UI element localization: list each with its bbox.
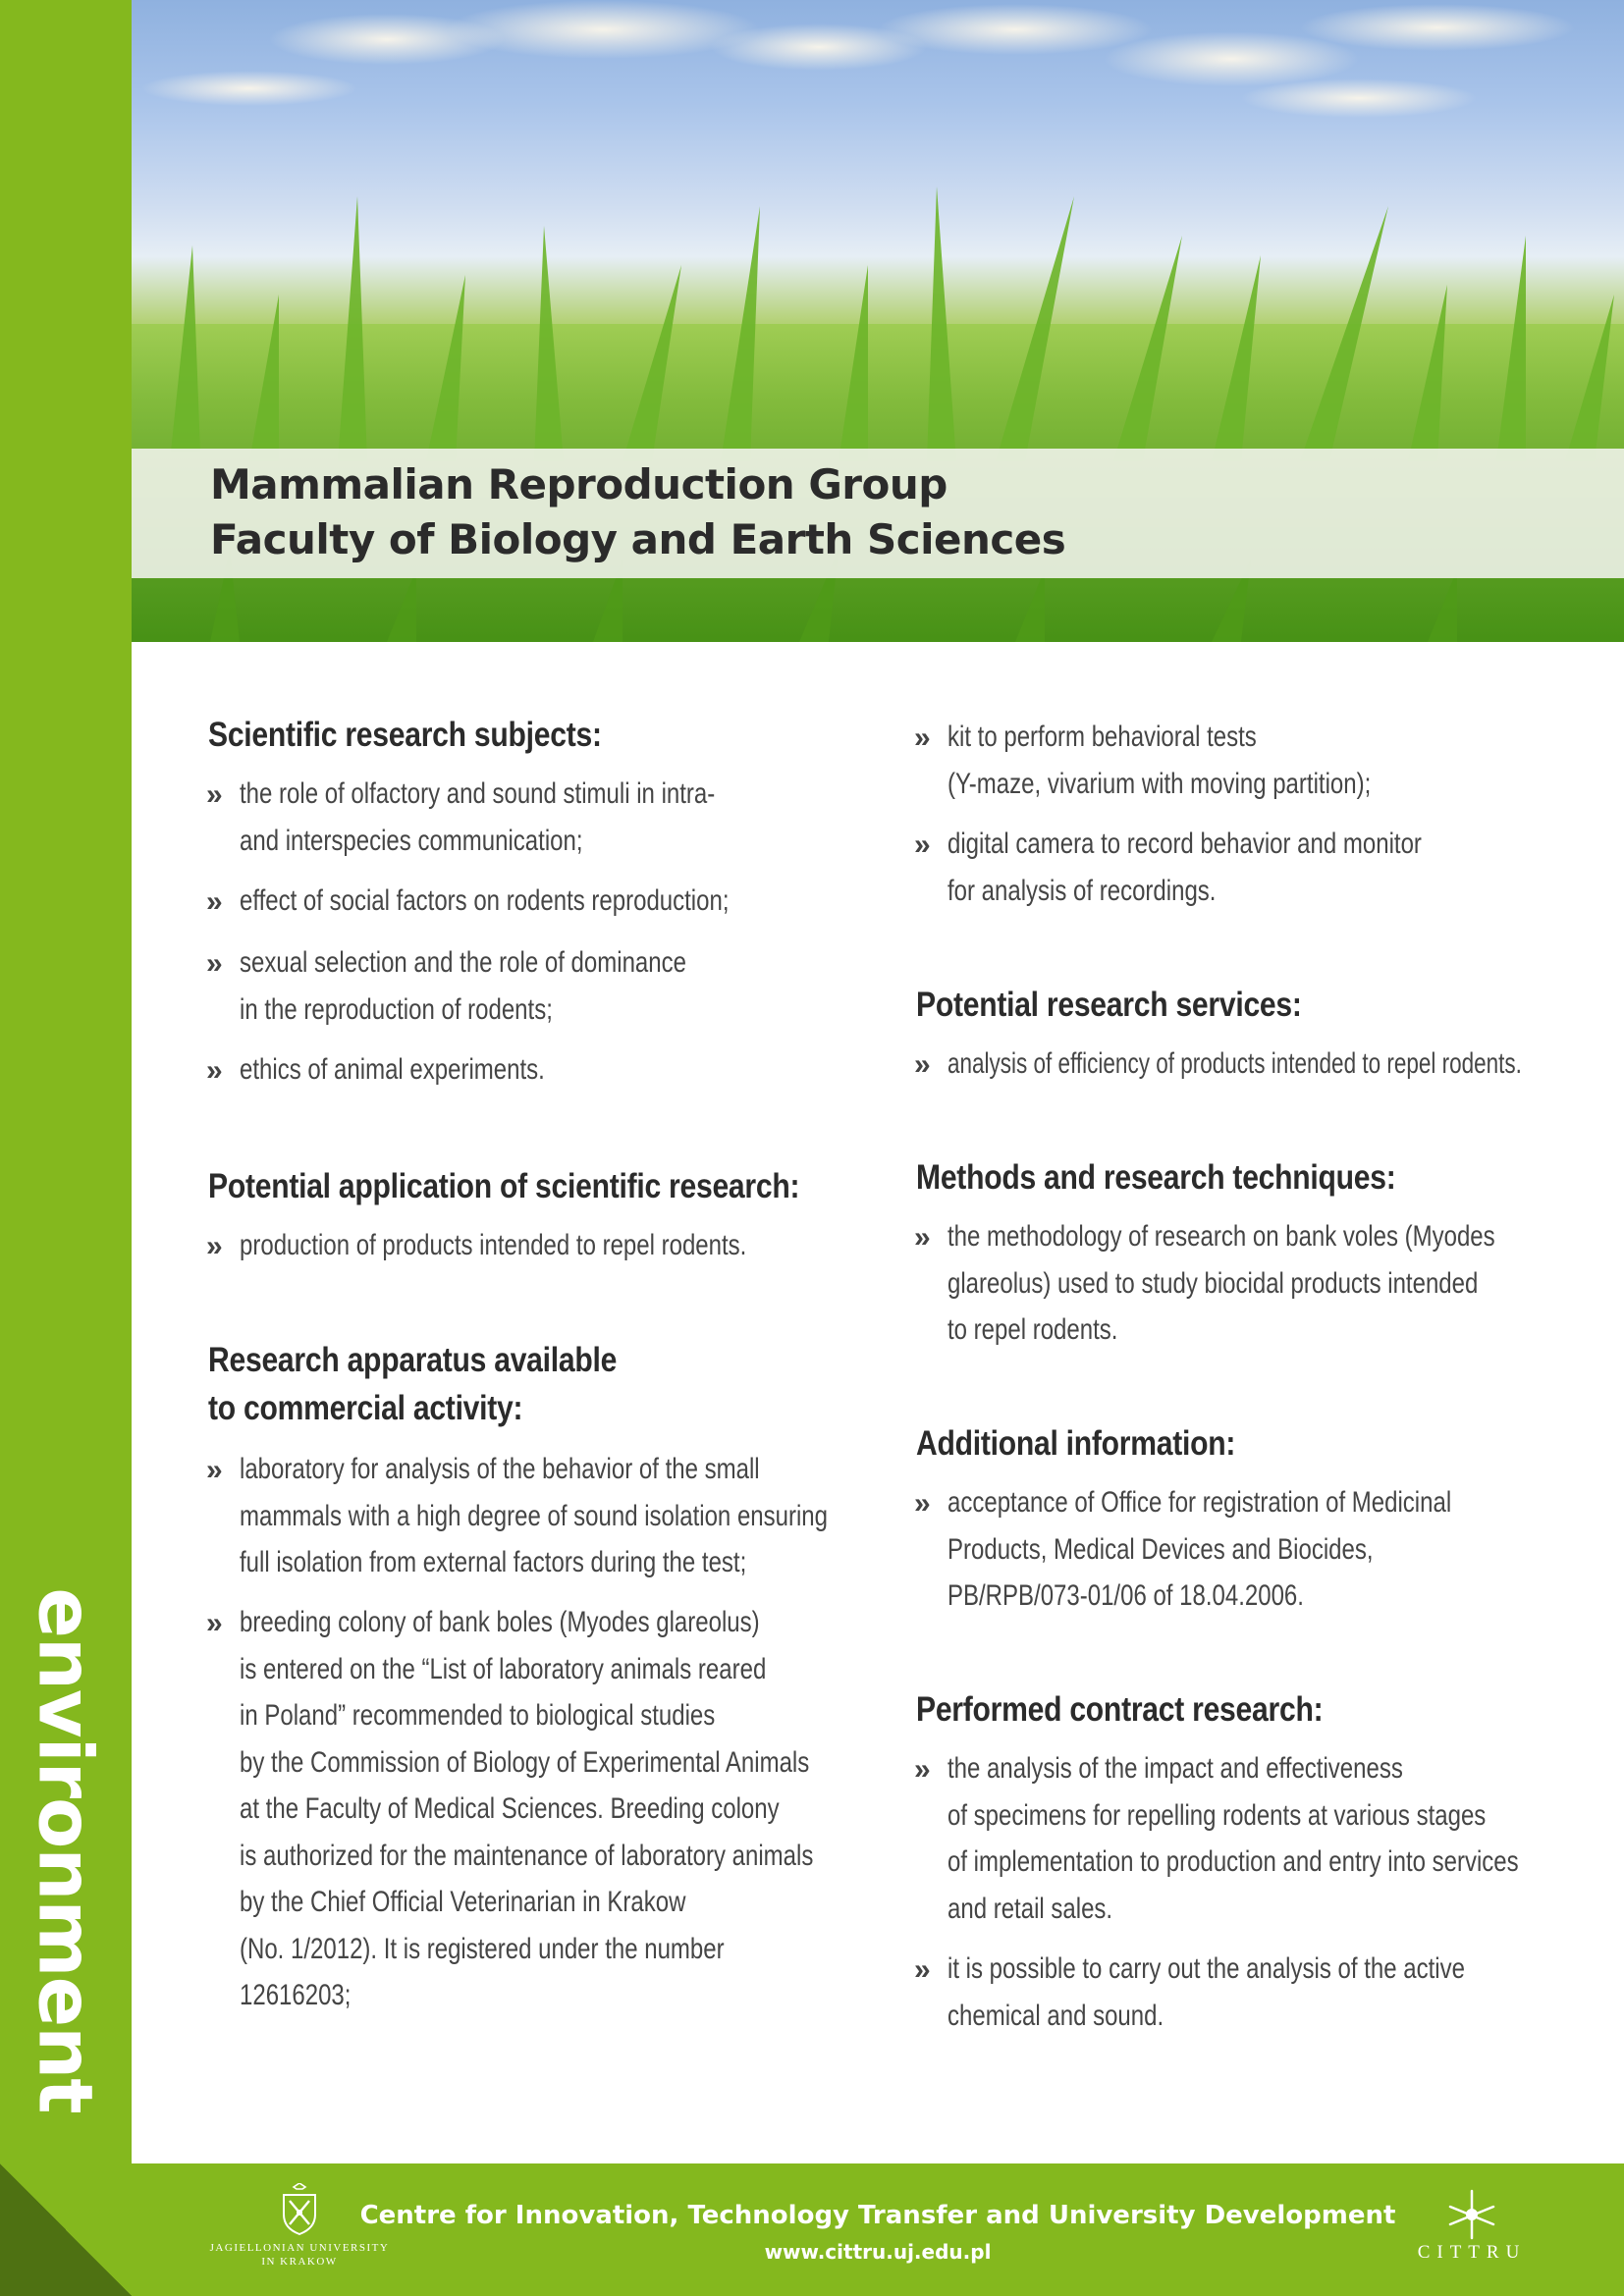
cittru-star-icon [1442,2185,1501,2244]
cittru-name: CITTRU [1417,2242,1527,2263]
side-label: environment [22,1587,110,2113]
bullet-icon: » [914,828,931,861]
list-item: breeding colony of bank boles (Myodes glareolus) is entered on the “List of laboratory animals reared in Poland” recommended to biological studies by the Commission of Biology of Experimental Animals at the Faculty of Medical Sciences. Breeding colony is authorized for the maintenance of laboratory animals by the Chief Official Veterinarian in Krakow (No. 1/2012). It is registered under the number 12616203; [240,1606,814,2011]
uj-name-line1: JAGIELLONIAN UNIVERSITY [209,2242,390,2254]
bullet-icon: » [206,778,223,811]
bullet-icon: » [206,1454,223,1486]
section-heading: Additional information: [916,1424,1236,1463]
corner-fold [0,2163,132,2296]
uj-name-line2: IN KRAKOW [261,2256,338,2268]
list-item: laboratory for analysis of the behavior of the small mammals with a high degree of sound isolation ensuring full isolation from external factors during the test; [240,1453,829,1578]
list-item: kit to perform behavioral tests (Y-maze, vivarium with moving partition); [947,721,1372,800]
section-heading: Methods and research techniques: [916,1158,1396,1197]
list-item: effect of social factors on rodents reproduction; [240,884,730,917]
title-band [132,449,1624,578]
group-title: Mammalian Reproduction Group [210,460,947,508]
list-item: acceptance of Office for registration of Medicinal Products, Medical Devices and Biocides, PB/RPB/073-01/06 of 18.04.2006. [947,1486,1452,1612]
faculty-title: Faculty of Biology and Earth Sciences [210,515,1066,563]
list-item: sexual selection and the role of dominance in the reproduction of rodents; [240,946,686,1026]
section-heading: Potential application of scientific research: [208,1167,800,1205]
bullet-icon: » [914,1487,931,1520]
bullet-icon: » [914,1953,931,1986]
footer-title: Centre for Innovation, Technology Transfer and University Development [359,2201,1396,2230]
section-heading: Scientific research subjects: [208,716,602,754]
section-heading: Performed contract research: [916,1690,1324,1729]
list-item: ethics of animal experiments. [240,1053,545,1086]
bullet-icon: » [206,885,223,918]
bullet-icon: » [206,947,223,980]
section-heading: to commercial activity: [208,1389,523,1427]
cittru-logo[interactable] [1398,2185,1545,2283]
list-item: analysis of efficiency of products intended to repel rodents. [947,1047,1522,1080]
list-item: production of products intended to repel rodents. [240,1229,747,1261]
bullet-icon: » [914,1221,931,1254]
section-heading: Research apparatus available [208,1341,618,1379]
bullet-icon: » [914,721,931,754]
list-item: digital camera to record behavior and monitor for analysis of recordings. [947,828,1422,907]
section-heading: Potential research services: [916,986,1302,1024]
bullet-icon: » [914,1048,931,1081]
bullet-icon: » [206,1607,223,1639]
bullet-icon: » [206,1054,223,1087]
footer [132,2163,1624,2296]
footer-url-link[interactable]: www.cittru.uj.edu.pl [764,2240,992,2264]
list-item: the analysis of the impact and effectiveness of specimens for repelling rodents at various stages of implementation to production and entry into services and retail sales. [947,1752,1519,1925]
list-item: the role of olfactory and sound stimuli in intra- and interspecies communication; [240,777,716,857]
bullet-icon: » [206,1230,223,1262]
list-item: the methodology of research on bank voles (Myodes glareolus) used to study biocidal products intended to repel rodents. [947,1220,1495,1346]
bullet-icon: » [914,1753,931,1786]
list-item: it is possible to carry out the analysis of the active chemical and sound. [947,1952,1465,2032]
jagiellonian-logo[interactable] [206,2183,393,2281]
hero-grass-image [132,0,1624,642]
